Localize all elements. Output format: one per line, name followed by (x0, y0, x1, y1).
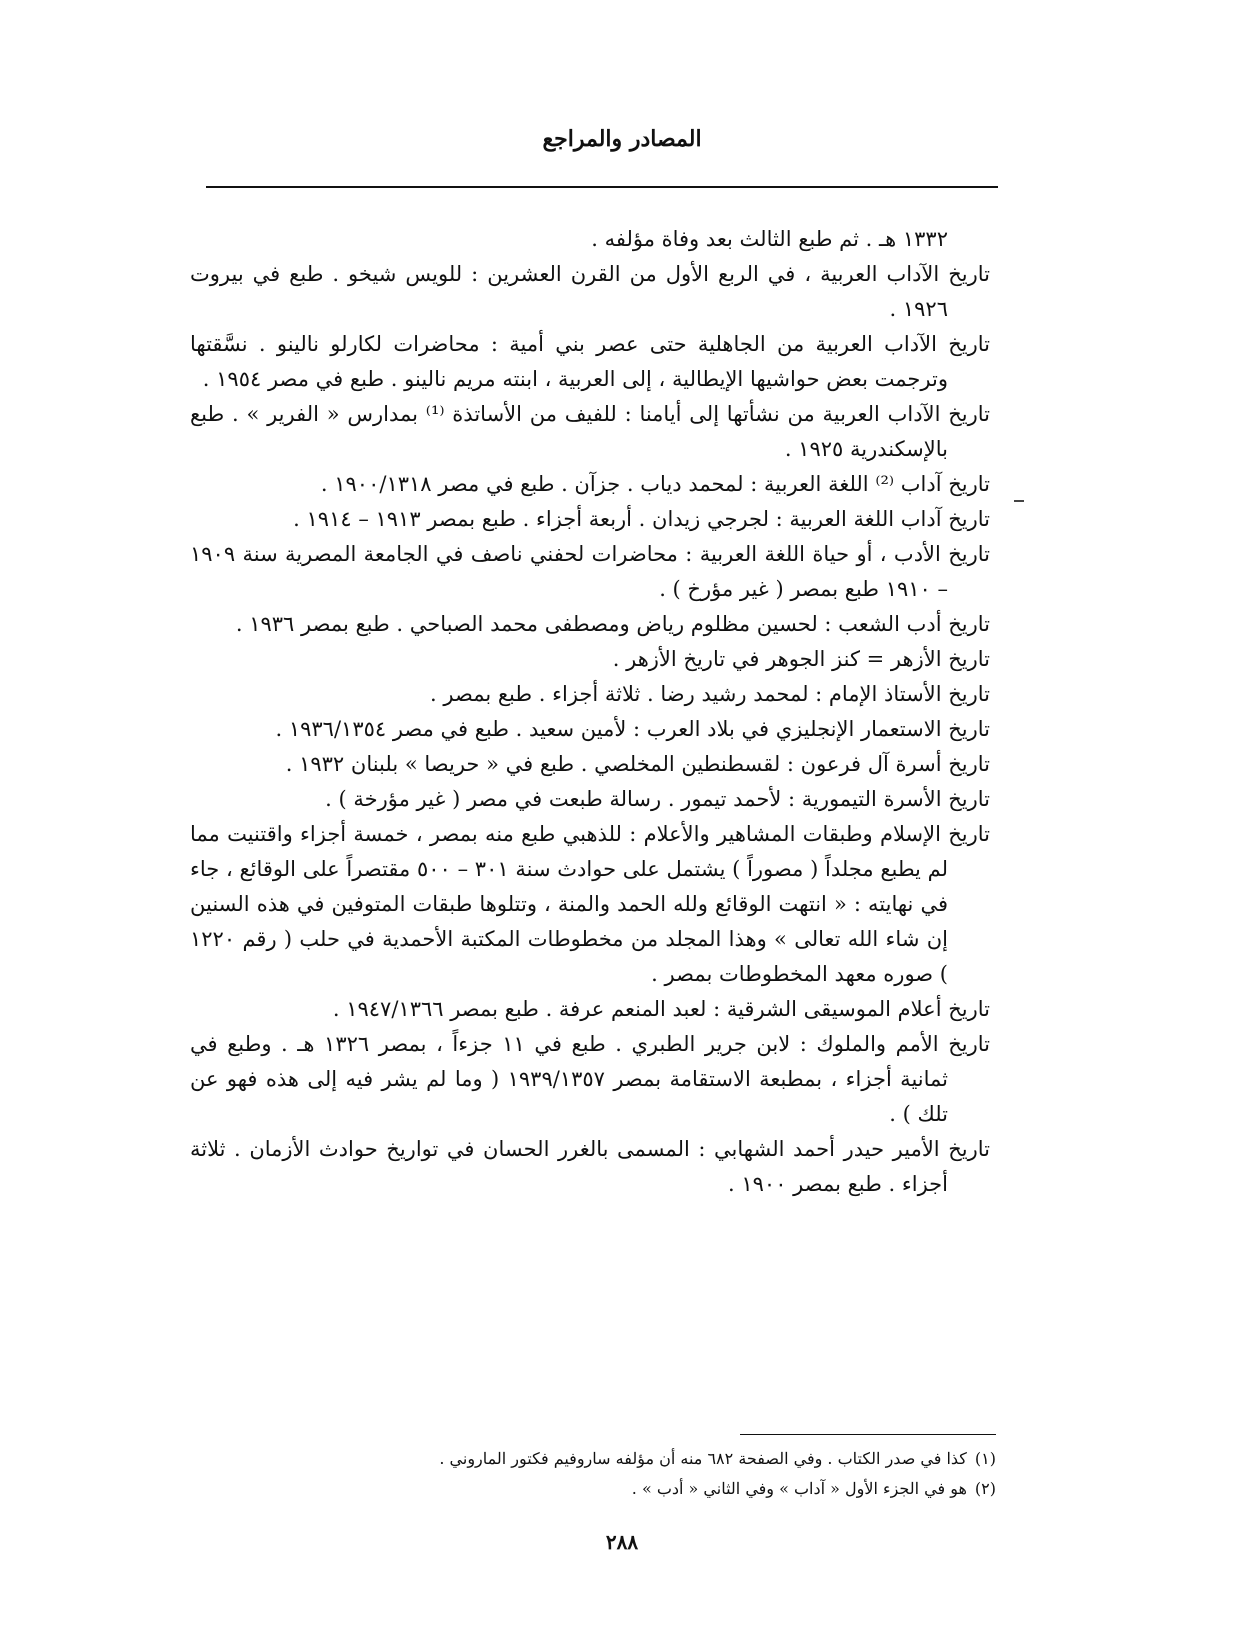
bibliography-entry: تاريخ الأزهر = كنز الجوهر في تاريخ الأزهر . (612, 647, 990, 671)
bibliography-entry: تاريخ أعلام الموسيقى الشرقية : لعبد المنعم عرفة . طبع بمصر ١٩٤٧/١٣٦٦ . (332, 997, 990, 1021)
bibliography-entry: تاريخ أدب الشعب : لحسين مظلوم رياض ومصطفى محمد الصباحي . طبع بمصر ١٩٣٦ . (235, 612, 990, 636)
footnote-number: (١) (974, 1449, 996, 1468)
bibliography-entry: تاريخ الأسرة التيمورية : لأحمد تيمور . رسالة طبعت في مصر ( غير مؤرخة ) . (325, 787, 990, 811)
bibliography-entry: تاريخ الأدب ، أو حياة اللغة العربية : محاضرات لحفني ناصف في الجامعة المصرية سنة ١٩٠٩ – ١٩١٠ طبع بمصر ( غير مؤرخ ) . (190, 542, 990, 601)
footnotes (300, 1444, 996, 1504)
footnote-rule (740, 1434, 996, 1435)
bibliography-entry: تاريخ الأستاذ الإمام : لمحمد رشيد رضا . ثلاثة أجزاء . طبع بمصر . (430, 682, 990, 706)
footnote (300, 1444, 996, 1474)
header-rule (206, 186, 998, 188)
bibliography-entry: تاريخ الاستعمار الإنجليزي في بلاد العرب : لأمين سعيد . طبع في مصر ١٩٣٦/١٣٥٤ . (275, 717, 990, 741)
bibliography-entry: تاريخ الآداب العربية من نشأتها إلى أيامنا : للفيف من الأساتذة ⁽¹⁾ بمدارس « الفرير » . طبع بالإسكندرية ١٩٢٥ . (190, 402, 990, 461)
page-number: ٢٨٨ (605, 1530, 639, 1554)
running-head: المصادر والمراجع (542, 126, 702, 152)
footnote-text: كذا في صدر الكتاب . وفي الصفحة ٦٨٢ منه أن مؤلفه ساروفيم فكتور الماروني . (439, 1449, 967, 1468)
bibliography-entry: تاريخ الأمم والملوك : لابن جرير الطبري . طبع في ١١ جزءاً ، بمصر ١٣٢٦ هـ . وطبع في ثمانية أجزاء ، بمطبعة الاستقامة بمصر ١٩٣٩/١٣٥٧ ( وما لم يشر فيه إلى هذه فهو عن تلك ) . (190, 1032, 990, 1126)
bibliography-entry: تاريخ الإسلام وطبقات المشاهير والأعلام : للذهبي طبع منه بمصر ، خمسة أجزاء واقتنيت مما لم يطبع مجلداً ( مصوراً ) يشتمل على حوادث سنة ٣٠١ – ٥٠٠ مقتصراً على الوقائع ، جاء في نهايته : « انتهت الوقائع ولله الحمد والمنة ، وتتلوها طبقات المتوفين في هذه السنين إن شاء الله تعالى » وهذا المجلد من مخطوطات المكتبة الأحمدية في حلب ( رقم ١٢٢٠ ) صوره معهد المخطوطات بمصر . (190, 822, 990, 986)
bibliography-entry: تاريخ آداب ⁽²⁾ اللغة العربية : لمحمد دياب . جزآن . طبع في مصر ١٩٠٠/١٣١٨ . (320, 472, 990, 496)
bibliography-entry: تاريخ آداب اللغة العربية : لجرجي زيدان . أربعة أجزاء . طبع بمصر ١٩١٣ – ١٩١٤ . (293, 507, 990, 531)
bibliography-list (190, 222, 990, 1202)
footnote (300, 1474, 996, 1504)
bibliography-entry: تاريخ أسرة آل فرعون : لقسطنطين المخلصي . طبع في « حريصا » بلبنان ١٩٣٢ . (285, 752, 990, 776)
bibliography-entry: تاريخ الآداب العربية ، في الربع الأول من القرن العشرين : للويس شيخو . طبع في بيروت ١٩٢٦ . (190, 262, 990, 321)
bibliography-entry: تاريخ الأمير حيدر أحمد الشهابي : المسمى بالغرر الحسان في تواريخ حوادث الأزمان . ثلاثة أجزاء . طبع بمصر ١٩٠٠ . (190, 1137, 990, 1196)
footnote-text: هو في الجزء الأول « آداب » وفي الثاني « أدب » . (631, 1479, 967, 1498)
bibliography-entry: ١٣٣٢ هـ . ثم طبع الثالث بعد وفاة مؤلفه . (591, 227, 948, 251)
bibliography-entry: تاريخ الآداب العربية من الجاهلية حتى عصر بني أمية : محاضرات لكارلو نالينو . نسَّقتها وترجمت بعض حواشيها الإيطالية ، إلى العربية ، ابنته مريم نالينو . طبع في مصر ١٩٥٤ . (190, 332, 990, 391)
footnote-number: (٢) (974, 1479, 996, 1498)
margin-mark (1014, 500, 1024, 502)
